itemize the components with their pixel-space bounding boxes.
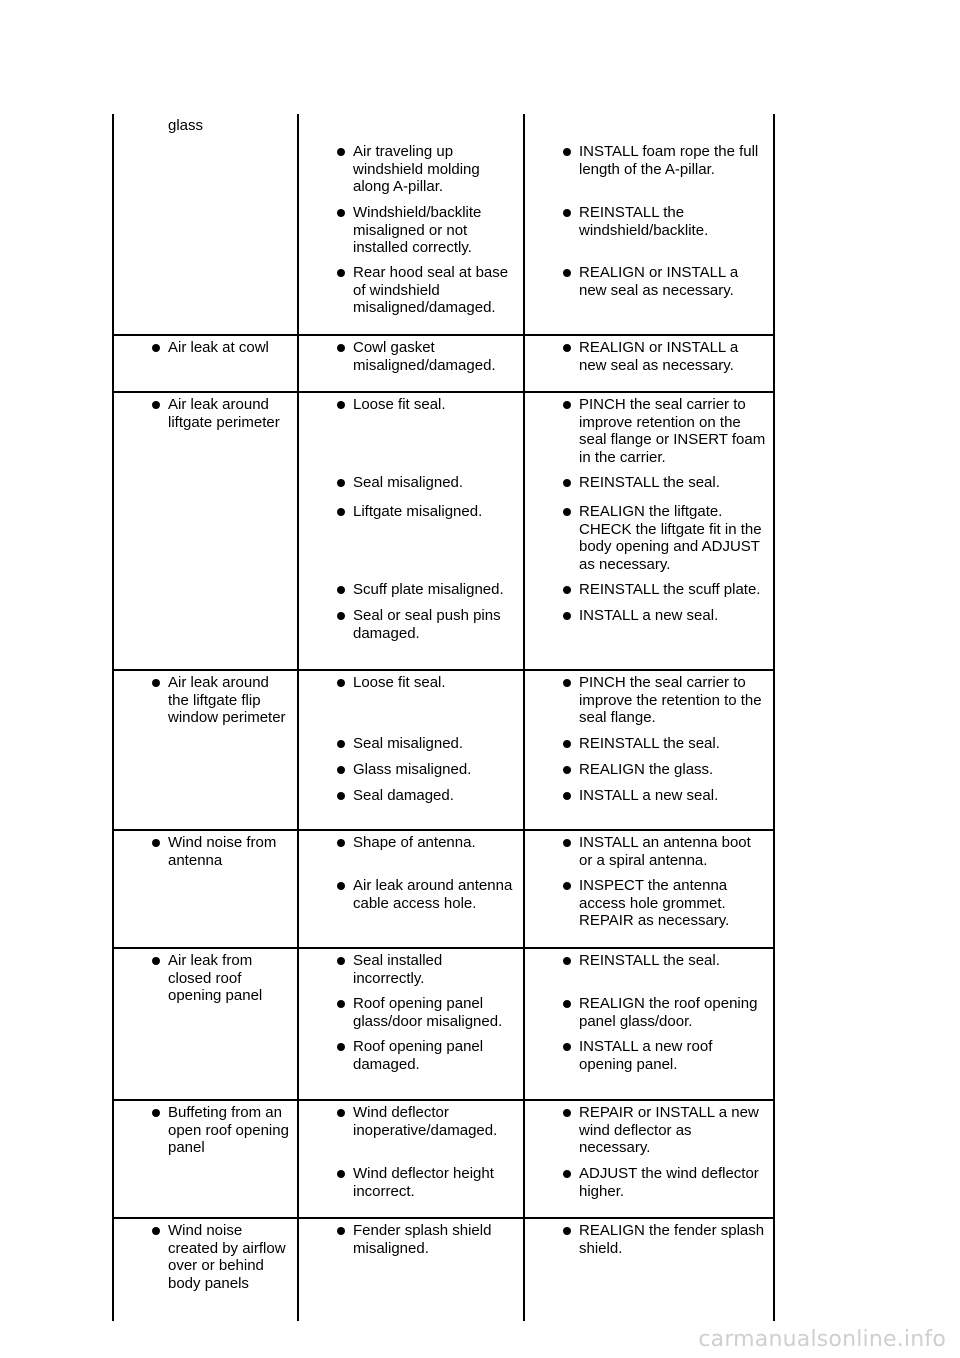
bullet-dot-icon bbox=[337, 766, 345, 774]
watermark-text: carmanualsonline.info bbox=[698, 1327, 946, 1352]
cause-item-text: Seal misaligned. bbox=[353, 474, 464, 491]
action-cell bbox=[524, 1218, 774, 1321]
table-row bbox=[113, 948, 774, 1100]
table-row bbox=[113, 1100, 774, 1218]
action-item-text: REALIGN or INSTALL a new seal as necessary. bbox=[579, 339, 739, 374]
table-row bbox=[113, 335, 774, 392]
bullet-dot-icon bbox=[152, 401, 160, 409]
bullet-dot-icon bbox=[152, 957, 160, 965]
condition-item-text: Wind noise created by airflow over or behind body panels bbox=[168, 1222, 286, 1292]
cause-item-text: Seal damaged. bbox=[353, 787, 454, 804]
action-item-text: REALIGN the fender splash shield. bbox=[579, 1222, 765, 1257]
cause-item-text: Windshield/backlite misaligned or not installed correctly. bbox=[353, 204, 482, 256]
cause-item-text: Loose fit seal. bbox=[353, 674, 446, 691]
action-item-text: INSTALL a new roof opening panel. bbox=[579, 1038, 713, 1073]
bullet-dot-icon bbox=[337, 1227, 345, 1235]
action-item-text: INSTALL a new seal. bbox=[579, 607, 719, 624]
cause-item bbox=[321, 1038, 517, 1073]
action-item bbox=[547, 474, 767, 492]
cause-item bbox=[321, 143, 517, 196]
action-item bbox=[547, 204, 767, 257]
cause-cell bbox=[298, 948, 524, 1100]
bullet-dot-icon bbox=[337, 586, 345, 594]
action-item-text: REPAIR or INSTALL a new wind deflector as necessary. bbox=[579, 1104, 759, 1156]
bullet-dot-icon bbox=[563, 740, 571, 748]
bullet-dot-icon bbox=[337, 479, 345, 487]
action-item-text: PINCH the seal carrier to improve the retention to the seal flange. bbox=[579, 674, 762, 726]
cause-item-text: Fender splash shield misaligned. bbox=[353, 1222, 492, 1257]
cause-item-text: Scuff plate misaligned. bbox=[353, 581, 504, 598]
bullet-dot-icon bbox=[337, 740, 345, 748]
action-item-text: REALIGN the liftgate. CHECK the liftgate fit in the body opening and ADJUST as necessary. bbox=[579, 503, 762, 573]
cause-cell bbox=[298, 392, 524, 670]
cause-item bbox=[321, 995, 517, 1030]
bullet-dot-icon bbox=[337, 1109, 345, 1117]
bullet-dot-icon bbox=[563, 1043, 571, 1051]
cause-item-text: Rear hood seal at base of windshield misaligned/damaged. bbox=[353, 264, 509, 316]
bullet-dot-icon bbox=[152, 1109, 160, 1117]
action-item-text: REINSTALL the windshield/backlite. bbox=[579, 204, 709, 239]
action-item bbox=[547, 143, 767, 196]
bullet-dot-icon bbox=[563, 269, 571, 277]
condition-item bbox=[136, 834, 291, 869]
action-item-text: REINSTALL the scuff plate. bbox=[579, 581, 761, 598]
bullet-dot-icon bbox=[563, 479, 571, 487]
condition-item-text: Air leak around the liftgate flip window perimeter bbox=[168, 674, 286, 726]
condition-item bbox=[136, 339, 291, 357]
bullet-dot-icon bbox=[563, 1000, 571, 1008]
bullet-dot-icon bbox=[563, 508, 571, 516]
action-item bbox=[547, 503, 767, 573]
bullet-dot-icon bbox=[337, 882, 345, 890]
condition-cell bbox=[113, 948, 298, 1100]
cause-cell bbox=[298, 335, 524, 392]
action-item bbox=[547, 581, 767, 599]
cause-item bbox=[321, 834, 517, 869]
bullet-dot-icon bbox=[563, 839, 571, 847]
cause-item-text: Cowl gasket misaligned/damaged. bbox=[353, 339, 496, 374]
action-item-text: REALIGN the glass. bbox=[579, 761, 714, 778]
action-item bbox=[547, 761, 767, 779]
action-item bbox=[547, 952, 767, 987]
bullet-dot-icon bbox=[337, 344, 345, 352]
cause-item bbox=[321, 339, 517, 374]
bullet-dot-icon bbox=[152, 1227, 160, 1235]
bullet-dot-icon bbox=[563, 1109, 571, 1117]
action-item bbox=[547, 264, 767, 317]
bullet-dot-icon bbox=[563, 148, 571, 156]
cause-item-text: Seal or seal push pins damaged. bbox=[353, 607, 501, 642]
action-item bbox=[547, 1038, 767, 1073]
action-item-text: INSPECT the antenna access hole grommet. REPAIR as necessary. bbox=[579, 877, 730, 929]
action-item-text: REINSTALL the seal. bbox=[579, 474, 720, 491]
bullet-dot-icon bbox=[337, 792, 345, 800]
condition-item bbox=[136, 1222, 291, 1292]
cause-item-text: Roof opening panel glass/door misaligned. bbox=[353, 995, 503, 1030]
cause-item-text: Glass misaligned. bbox=[353, 761, 472, 778]
bullet-dot-icon bbox=[563, 1227, 571, 1235]
action-item bbox=[547, 674, 767, 727]
cause-item-text: Shape of antenna. bbox=[353, 834, 476, 851]
bullet-dot-icon bbox=[563, 792, 571, 800]
action-item bbox=[547, 339, 767, 374]
condition-cell bbox=[113, 670, 298, 830]
action-cell bbox=[524, 114, 774, 335]
diagnosis-table bbox=[112, 114, 775, 1321]
condition-item bbox=[136, 1104, 291, 1157]
bullet-dot-icon bbox=[563, 882, 571, 890]
condition-cell bbox=[113, 1218, 298, 1321]
cause-item bbox=[321, 581, 517, 599]
cause-item bbox=[321, 607, 517, 642]
bullet-dot-icon bbox=[337, 1170, 345, 1178]
cause-item-text: Roof opening panel damaged. bbox=[353, 1038, 484, 1073]
cause-item bbox=[321, 787, 517, 805]
table-row bbox=[113, 1218, 774, 1321]
condition-item-text: Air leak from closed roof opening panel bbox=[168, 952, 263, 1004]
bullet-dot-icon bbox=[337, 508, 345, 516]
bullet-dot-icon bbox=[563, 612, 571, 620]
cause-item bbox=[321, 1165, 517, 1200]
condition-item-text: Air leak at cowl bbox=[168, 339, 269, 356]
condition-cell bbox=[113, 114, 298, 335]
cause-item bbox=[321, 952, 517, 987]
bullet-dot-icon bbox=[563, 344, 571, 352]
bullet-dot-icon bbox=[152, 679, 160, 687]
action-item bbox=[547, 1165, 767, 1200]
condition-text: glass bbox=[168, 117, 204, 134]
condition-cell bbox=[113, 335, 298, 392]
table-row bbox=[113, 830, 774, 948]
cause-item-text: Seal installed incorrectly. bbox=[353, 952, 443, 987]
bullet-dot-icon bbox=[563, 586, 571, 594]
bullet-dot-icon bbox=[563, 766, 571, 774]
condition-item-text: Wind noise from antenna bbox=[168, 834, 277, 869]
bullet-dot-icon bbox=[337, 209, 345, 217]
cause-item bbox=[321, 204, 517, 257]
action-item bbox=[547, 735, 767, 753]
action-item bbox=[547, 877, 767, 930]
cause-cell bbox=[298, 830, 524, 948]
cause-cell bbox=[298, 1100, 524, 1218]
bullet-dot-icon bbox=[337, 401, 345, 409]
bullet-dot-icon bbox=[337, 839, 345, 847]
cause-cell bbox=[298, 114, 524, 335]
bullet-dot-icon bbox=[337, 269, 345, 277]
bullet-dot-icon bbox=[152, 839, 160, 847]
condition-item bbox=[136, 396, 291, 431]
action-item bbox=[547, 396, 767, 466]
action-item bbox=[547, 834, 767, 869]
cause-item bbox=[321, 474, 517, 492]
action-cell bbox=[524, 1100, 774, 1218]
action-item-text: REINSTALL the seal. bbox=[579, 952, 720, 969]
cause-item bbox=[321, 264, 517, 317]
action-cell bbox=[524, 392, 774, 670]
cause-item bbox=[321, 396, 517, 466]
cause-item bbox=[321, 1104, 517, 1157]
condition-item bbox=[136, 952, 291, 1005]
action-item-text: INSTALL an antenna boot or a spiral antenna. bbox=[579, 834, 751, 869]
action-item bbox=[547, 995, 767, 1030]
action-cell bbox=[524, 948, 774, 1100]
cause-item-text: Wind deflector inoperative/damaged. bbox=[353, 1104, 498, 1139]
condition-cell bbox=[113, 830, 298, 948]
cause-item bbox=[321, 1222, 517, 1257]
cause-item bbox=[321, 761, 517, 779]
cause-item-text: Air traveling up windshield molding along A-pillar. bbox=[353, 143, 480, 195]
action-item-text: REALIGN or INSTALL a new seal as necessary. bbox=[579, 264, 739, 299]
condition-item bbox=[136, 674, 291, 727]
cause-item-text: Liftgate misaligned. bbox=[353, 503, 483, 520]
bullet-dot-icon bbox=[337, 1000, 345, 1008]
bullet-dot-icon bbox=[563, 209, 571, 217]
condition-item-text: Buffeting from an open roof opening panel bbox=[168, 1104, 289, 1156]
action-cell bbox=[524, 830, 774, 948]
table-row bbox=[113, 392, 774, 670]
action-item-text: REINSTALL the seal. bbox=[579, 735, 720, 752]
table-row bbox=[113, 114, 774, 335]
bullet-dot-icon bbox=[563, 1170, 571, 1178]
table-row bbox=[113, 670, 774, 830]
cause-item-text: Seal misaligned. bbox=[353, 735, 464, 752]
cause-item bbox=[321, 674, 517, 727]
cause-item-text: Wind deflector height incorrect. bbox=[353, 1165, 494, 1200]
action-item bbox=[547, 607, 767, 642]
bullet-dot-icon bbox=[337, 679, 345, 687]
action-item bbox=[547, 1104, 767, 1157]
bullet-dot-icon bbox=[563, 679, 571, 687]
diagnosis-table-container bbox=[112, 114, 773, 1321]
cause-item bbox=[321, 503, 517, 573]
bullet-dot-icon bbox=[337, 957, 345, 965]
action-item-text: INSTALL a new seal. bbox=[579, 787, 719, 804]
cause-item bbox=[321, 735, 517, 753]
bullet-dot-icon bbox=[337, 1043, 345, 1051]
bullet-dot-icon bbox=[152, 344, 160, 352]
bullet-dot-icon bbox=[563, 401, 571, 409]
condition-cell bbox=[113, 1100, 298, 1218]
bullet-dot-icon bbox=[563, 957, 571, 965]
bullet-dot-icon bbox=[337, 612, 345, 620]
bullet-dot-icon bbox=[337, 148, 345, 156]
action-cell bbox=[524, 670, 774, 830]
condition-cell bbox=[113, 392, 298, 670]
diagnosis-table-body bbox=[113, 114, 774, 1321]
action-item bbox=[547, 1222, 767, 1257]
action-item-text: INSTALL foam rope the full length of the A-pillar. bbox=[579, 143, 759, 178]
action-item-text: PINCH the seal carrier to improve retention on the seal flange or INSERT foam in the carrier. bbox=[579, 396, 766, 466]
cause-item-text: Loose fit seal. bbox=[353, 396, 446, 413]
cause-item-text: Air leak around antenna cable access hole. bbox=[353, 877, 513, 912]
cause-cell bbox=[298, 670, 524, 830]
cause-item bbox=[321, 877, 517, 930]
cause-cell bbox=[298, 1218, 524, 1321]
action-item-text: ADJUST the wind deflector higher. bbox=[579, 1165, 759, 1200]
condition-item-text: Air leak around liftgate perimeter bbox=[168, 396, 280, 431]
action-item bbox=[547, 787, 767, 805]
action-item-text: REALIGN the roof opening panel glass/door. bbox=[579, 995, 758, 1030]
action-cell bbox=[524, 335, 774, 392]
